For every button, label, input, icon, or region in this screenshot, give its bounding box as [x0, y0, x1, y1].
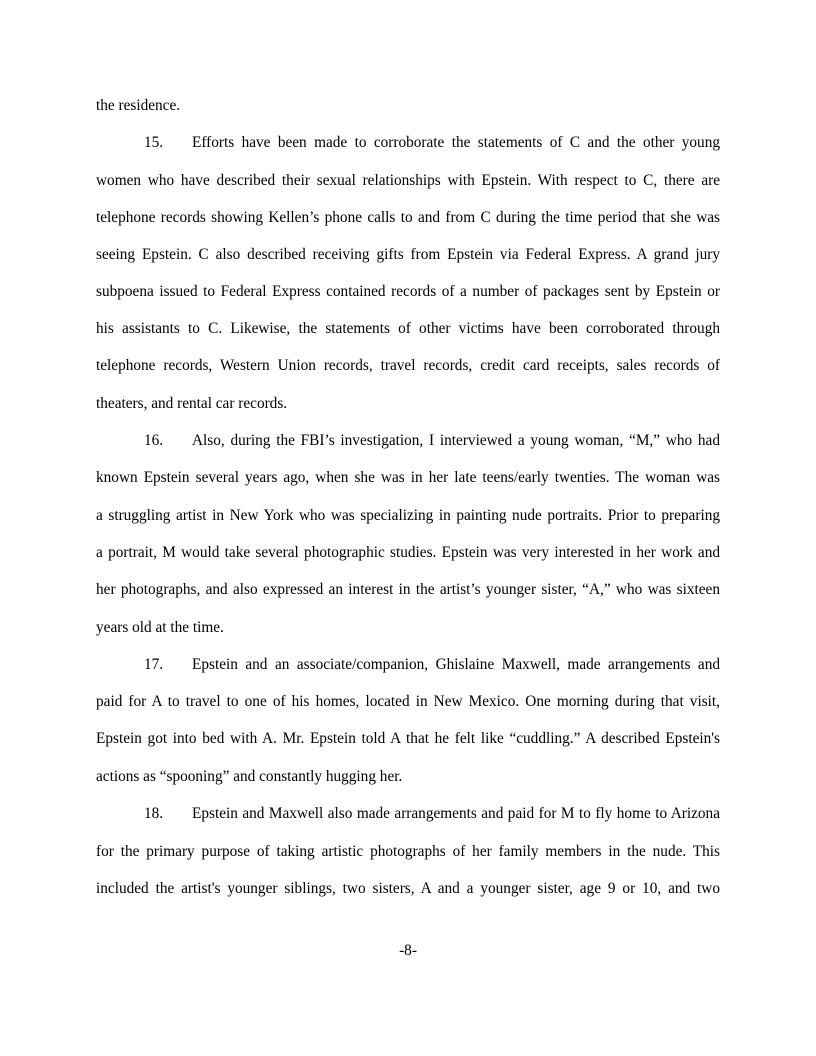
line-text: years old at the time.: [96, 619, 224, 636]
paragraph-number: 16.: [144, 432, 164, 449]
line-text: Epstein and Maxwell also made arrangements and paid for M to fly home to Arizona: [192, 805, 720, 822]
line-text: actions as “spooning” and constantly hugging her.: [96, 768, 403, 785]
text-line: [96, 469, 720, 487]
line-text: included the artist's younger siblings, two sisters, A and a younger sister, age 9 or 10, and two: [96, 880, 720, 897]
text-line: [96, 581, 720, 599]
line-text: telephone records, Western Union records, travel records, credit card receipts, sales records of: [96, 357, 720, 374]
line-text: theaters, and rental car records.: [96, 395, 288, 412]
line-text: a struggling artist in New York who was specializing in painting nude portraits. Prior to preparing: [96, 507, 720, 524]
line-text: seeing Epstein. C also described receiving gifts from Epstein via Federal Express. A grand jury: [96, 246, 720, 263]
text-line: [96, 209, 720, 227]
line-text: for the primary purpose of taking artistic photographs of her family members in the nude. This: [96, 843, 720, 860]
text-line: [96, 507, 720, 525]
paragraph-15-first-line: [96, 134, 720, 152]
text-line: [96, 768, 720, 786]
text-line: [96, 544, 720, 562]
paragraph-16-first-line: [96, 432, 720, 450]
text-line: [96, 619, 720, 637]
line-text: Epstein and an associate/companion, Ghislaine Maxwell, made arrangements and: [192, 656, 720, 673]
line-text: known Epstein several years ago, when she was in her late teens/early twenties. The woman was: [96, 469, 720, 486]
text-line: [96, 730, 720, 748]
line-text: women who have described their sexual relationships with Epstein. With respect to C, there are: [96, 172, 720, 189]
text-line: [96, 357, 720, 375]
line-text: her photographs, and also expressed an interest in the artist’s younger sister, “A,” who was sixteen: [96, 581, 720, 598]
line-text: the residence.: [96, 97, 181, 114]
line-text: Also, during the FBI’s investigation, I interviewed a young woman, “M,” who had: [192, 432, 720, 449]
paragraph-18-first-line: [96, 805, 720, 823]
paragraph-number: 18.: [144, 805, 164, 822]
line-text: subpoena issued to Federal Express contained records of a number of packages sent by Epstein or: [96, 283, 720, 300]
text-line: [96, 172, 720, 190]
line-text: paid for A to travel to one of his homes, located in New Mexico. One morning during that visit,: [96, 693, 720, 710]
text-line: [96, 246, 720, 264]
paragraph-17-first-line: [96, 656, 720, 674]
paragraph-number: 15.: [144, 134, 164, 151]
line-text: Epstein got into bed with A. Mr. Epstein told A that he felt like “cuddling.” A described Epstein's: [96, 730, 720, 747]
text-line: [96, 320, 720, 338]
text-line: [96, 395, 720, 413]
line-text: telephone records showing Kellen’s phone calls to and from C during the time period that she was: [96, 209, 720, 226]
text-line: [96, 97, 720, 115]
text-line: [96, 283, 720, 301]
page-number: -8-: [399, 942, 417, 959]
line-text: his assistants to C. Likewise, the statements of other victims have been corroborated through: [96, 320, 720, 337]
line-text: a portrait, M would take several photographic studies. Epstein was very interested in her work and: [96, 544, 720, 561]
paragraph-number: 17.: [144, 656, 164, 673]
text-line: [96, 693, 720, 711]
text-line: [96, 880, 720, 898]
text-line: [96, 843, 720, 861]
line-text: Efforts have been made to corroborate the statements of C and the other young: [192, 134, 720, 151]
